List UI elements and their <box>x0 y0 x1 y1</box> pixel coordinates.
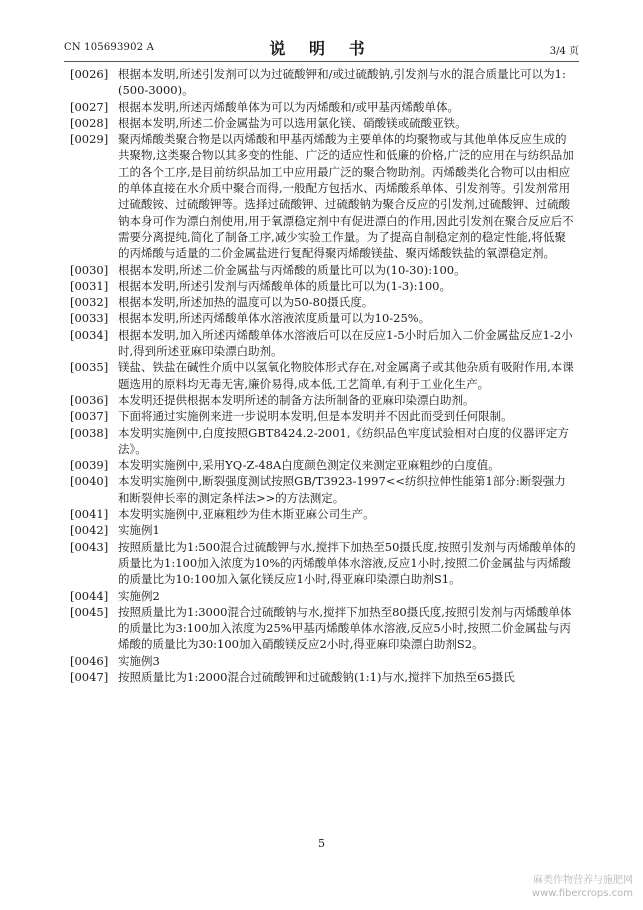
paragraph-0042 <box>70 522 576 538</box>
example-heading: 实施例3 <box>118 653 160 668</box>
paragraph-0032 <box>70 294 576 310</box>
paragraph-number: [0041] <box>70 507 109 522</box>
paragraph-number: [0044] <box>70 588 109 603</box>
paragraph-text: 本发明实施例中,亚麻粗纱为佳木斯亚麻公司生产。 <box>118 507 375 522</box>
paragraph-text: 本发明还提供根据本发明所述的制备方法所制备的亚麻印染漂白助剂。 <box>118 392 475 407</box>
paragraph-text: 聚丙烯酸类聚合物是以丙烯酸和甲基丙烯酸为主要单体的均聚物或与其他单体反应生成的共聚物,这类聚合物以其多变的性能、广泛的适应性和低廉的价格,广泛的应用在与纺织品加工的各个工序,是目前纺织品加工中应用最广泛的聚合物助剂。丙烯酸类化合物可以由相应的单体直接在水介质中聚合而得,一般配方包括水、丙烯酸系单体、引发剂等。引发剂常用过硫酸铵、过硫酸钾等。选择过硫酸钾、过硫酸钠为聚合反应的引发剂,过硫酸钾、过硫酸钠本身可作为漂白剂使用,用于氧漂稳定剂中有促进漂白的作用,因此引发剂在聚合反应后不需要分离提纯,简化了制备工序,减少实验工作量。为了提高自制稳定剂的稳定性能,将低聚的丙烯酸与适量的二价金属盐进行复配得聚丙烯酸镁盐、聚丙烯酸铁盐的氧漂稳定剂。 <box>118 132 574 261</box>
document-body <box>70 66 576 685</box>
paragraph-number: [0036] <box>70 392 109 407</box>
paragraph-text: 根据本发明,加入所述丙烯酸单体水溶液后可以在反应1-5小时后加入二价金属盐反应1-2小时,得到所述亚麻印染漂白助剂。 <box>118 327 573 359</box>
paragraph-number: [0028] <box>70 115 109 130</box>
paragraph-number: [0027] <box>70 99 109 114</box>
paragraph-text: 根据本发明,所述丙烯酸单体为可以为丙烯酸和/或甲基丙烯酸单体。 <box>118 99 460 114</box>
paragraph-0046 <box>70 653 576 669</box>
paragraph-0027 <box>70 99 576 115</box>
paragraph-text: 按照质量比为1:500混合过硫酸钾与水,搅拌下加热至50摄氏度,按照引发剂与丙烯酸单体的质量比为1:100加入浓度为10%的丙烯酸单体水溶液,反应1小时,按照二价金属盐与丙烯酸的质量比为10:100加入氯化镁反应1小时,得亚麻印染漂白助剂S1。 <box>118 539 576 587</box>
paragraph-0033 <box>70 310 576 326</box>
paragraph-number: [0042] <box>70 523 109 538</box>
paragraph-number: [0034] <box>70 327 109 342</box>
watermark <box>532 874 633 900</box>
paragraph-text: 按照质量比为1:3000混合过硫酸钠与水,搅拌下加热至80摄氏度,按照引发剂与丙烯酸单体的质量比为3:100加入浓度为25%甲基丙烯酸单体水溶液,反应5小时,按照二价金属盐与丙烯酸的质量比为30:100加入硝酸镁反应2小时,得亚麻印染漂白助剂S2。 <box>118 604 572 652</box>
paragraph-number: [0026] <box>70 67 109 81</box>
paragraph-number: [0035] <box>70 360 109 375</box>
paragraph-0045 <box>70 604 576 653</box>
paragraph-0036 <box>70 392 576 408</box>
paragraph-text: 根据本发明,所述加热的温度可以为50-80摄氏度。 <box>118 295 374 310</box>
paragraph-number: [0046] <box>70 653 109 668</box>
paragraph-text: 根据本发明,所述二价金属盐与丙烯酸的质量比可以为(10-30):100。 <box>118 262 466 277</box>
paragraph-0030 <box>70 262 576 278</box>
paragraph-number: [0043] <box>70 539 109 554</box>
paragraph-0043 <box>70 539 576 588</box>
document-number: CN 105693902 A <box>64 42 155 53</box>
example-heading: 实施例2 <box>118 588 160 603</box>
watermark-site-name: 麻类作物营养与施肥网 <box>533 875 633 886</box>
paragraph-text: 按照质量比为1:2000混合过硫酸钾和过硫酸钠(1:1)与水,搅拌下加热至65摄氏 <box>118 669 515 684</box>
paragraph-number: [0037] <box>70 409 109 424</box>
paragraph-text: 根据本发明,所述二价金属盐为可以选用氯化镁、硝酸镁或硫酸亚铁。 <box>118 115 467 130</box>
paragraph-text: 根据本发明,所述丙烯酸单体水溶液浓度质量可以为10-25%。 <box>118 311 431 326</box>
paragraph-number: [0047] <box>70 669 109 684</box>
paragraph-number: [0040] <box>70 474 109 489</box>
paragraph-0028 <box>70 115 576 131</box>
page-title: 说 明 书 <box>269 39 374 58</box>
paragraph-0040 <box>70 473 576 506</box>
page-number: 5 <box>318 837 325 850</box>
paragraph-text: 本发明实施例中,白度按照GBT8424.2-2001,《纺织品色牢度试验相对白度的仪器评定方法》。 <box>118 425 570 456</box>
paragraph-0047 <box>70 669 576 685</box>
paragraph-number: [0029] <box>70 132 109 147</box>
paragraph-0034 <box>70 327 576 360</box>
paragraph-0039 <box>70 457 576 473</box>
watermark-url: www.fibercrops.com <box>531 888 633 899</box>
paragraph-number: [0032] <box>70 295 109 310</box>
paragraph-text: 本发明实施例中,采用YQ-Z-48A白度颜色测定仪来测定亚麻粗纱的白度值。 <box>118 458 500 473</box>
paragraph-number: [0030] <box>70 262 109 277</box>
paragraph-text: 镁盐、铁盐在碱性介质中以氢氧化物胶体形式存在,对金属离子或其他杂质有吸附作用,本课题选用的原料均无毒无害,廉价易得,成本低,工艺简单,有利于工业化生产。 <box>118 360 574 391</box>
paragraph-0041 <box>70 506 576 522</box>
paragraph-0044 <box>70 588 576 604</box>
paragraph-0038 <box>70 425 576 458</box>
paragraph-number: [0039] <box>70 458 109 473</box>
paragraph-0031 <box>70 278 576 294</box>
paragraph-text: 下面将通过实施例来进一步说明本发明,但是本发明并不因此而受到任何限制。 <box>118 409 513 424</box>
paragraph-number: [0033] <box>70 311 109 326</box>
paragraph-0026 <box>70 66 576 99</box>
paragraph-0037 <box>70 408 576 424</box>
page-header <box>64 36 579 58</box>
paragraph-number: [0045] <box>70 604 109 619</box>
paragraph-0029 <box>70 131 576 261</box>
paragraph-text: 根据本发明,所述引发剂与丙烯酸单体的质量比可以为(1-3):100。 <box>118 278 451 293</box>
paragraph-number: [0031] <box>70 278 109 293</box>
page-indicator: 3/4 页 <box>549 46 579 57</box>
header-rule <box>64 61 579 62</box>
example-heading: 实施例1 <box>118 523 160 538</box>
paragraph-number: [0038] <box>70 425 109 440</box>
paragraph-text: 本发明实施例中,断裂强度测试按照GB/T3923-1997<<纺织拉伸性能第1部分:断裂强力和断裂伸长率的测定条样法>>的方法测定。 <box>118 474 566 505</box>
paragraph-0035 <box>70 359 576 392</box>
paragraph-text: 根据本发明,所述引发剂可以为过硫酸钾和/或过硫酸钠,引发剂与水的混合质量比可以为1:(500-3000)。 <box>118 67 566 98</box>
